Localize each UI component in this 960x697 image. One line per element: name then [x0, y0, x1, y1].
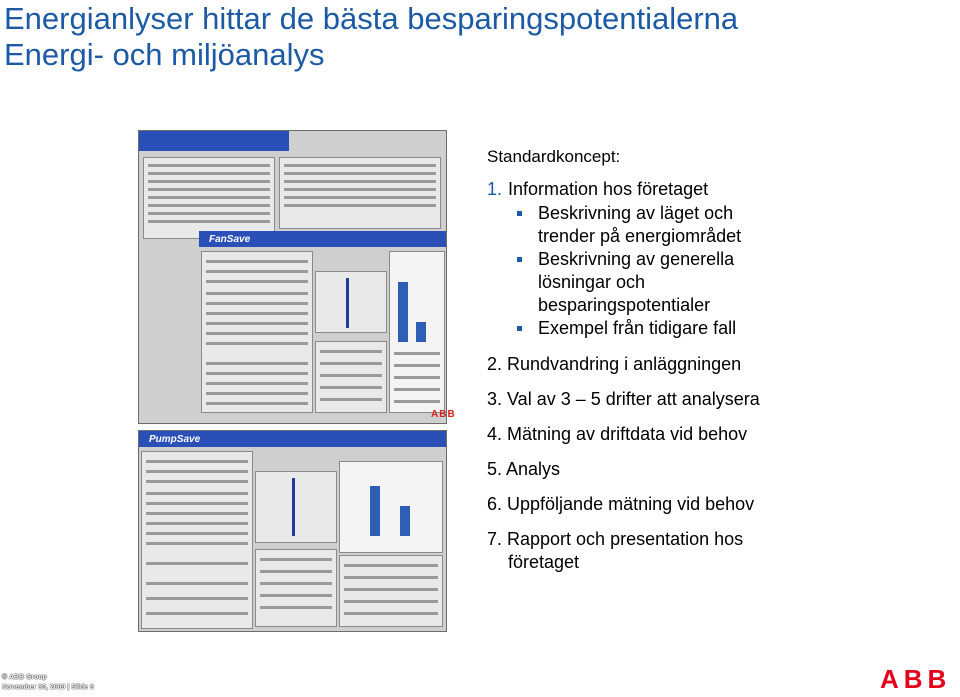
fansave-chart — [315, 271, 387, 333]
footer-company: © ABB Group — [2, 674, 47, 681]
fansave-header — [199, 231, 446, 247]
item1: Information hos företaget — [508, 179, 709, 199]
item6: 6. Uppföljande mätning vid behov — [487, 494, 755, 514]
form-header-bar — [139, 131, 289, 151]
fansave-input-panel — [201, 251, 313, 413]
slide-title: Energianlyser hittar de bästa besparingspotentialerna — [4, 1, 739, 36]
concept-heading: Standardkoncept: — [487, 147, 621, 166]
pumpsave-screenshot — [138, 430, 447, 632]
item2: 2. Rundvandring i anläggningen — [487, 354, 742, 374]
sub2-line2: lösningar och — [538, 272, 646, 292]
pumpsave-input-panel — [141, 451, 253, 629]
pumpsave-header — [139, 431, 446, 447]
pumpsave-results-left — [255, 549, 337, 627]
fansave-screenshot — [138, 130, 456, 424]
item7-line1: 7. Rapport och presentation hos — [487, 529, 744, 549]
sub2-line3: besparingspotentialer — [538, 295, 711, 315]
form-panel — [143, 157, 275, 239]
sub2-line1: Beskrivning av generella — [538, 249, 735, 269]
slide-subtitle: Energi- och miljöanalys — [4, 37, 325, 72]
sub1-line1: Beskrivning av läget och — [538, 203, 734, 223]
sub3: Exempel från tidigare fall — [538, 318, 737, 338]
abb-logo: ABB — [880, 664, 952, 694]
abb-small-logo: ABB — [431, 409, 456, 420]
bullet-icon — [517, 257, 522, 262]
pumpsave-chart — [255, 471, 337, 543]
footer-date-slide: November 30, 2009 | Slide 9 — [2, 684, 94, 691]
bullet-icon — [517, 211, 522, 216]
pumpsave-bar-chart — [339, 461, 443, 553]
item4: 4. Mätning av driftdata vid behov — [487, 424, 748, 444]
info-panel — [279, 157, 441, 229]
item1-number: 1. — [487, 179, 503, 199]
fansave-logo: FanSave — [209, 234, 251, 245]
pumpsave-logo: PumpSave — [149, 434, 201, 445]
bullet-icon — [517, 326, 522, 331]
sub1-line2: trender på energiområdet — [538, 226, 742, 246]
pumpsave-results-right — [339, 555, 443, 627]
item5: 5. Analys — [487, 459, 561, 479]
item3: 3. Val av 3 – 5 drifter att analysera — [487, 389, 760, 409]
item7-line2: företaget — [508, 552, 580, 572]
fansave-bar-chart — [389, 251, 445, 413]
fansave-results — [315, 341, 387, 413]
